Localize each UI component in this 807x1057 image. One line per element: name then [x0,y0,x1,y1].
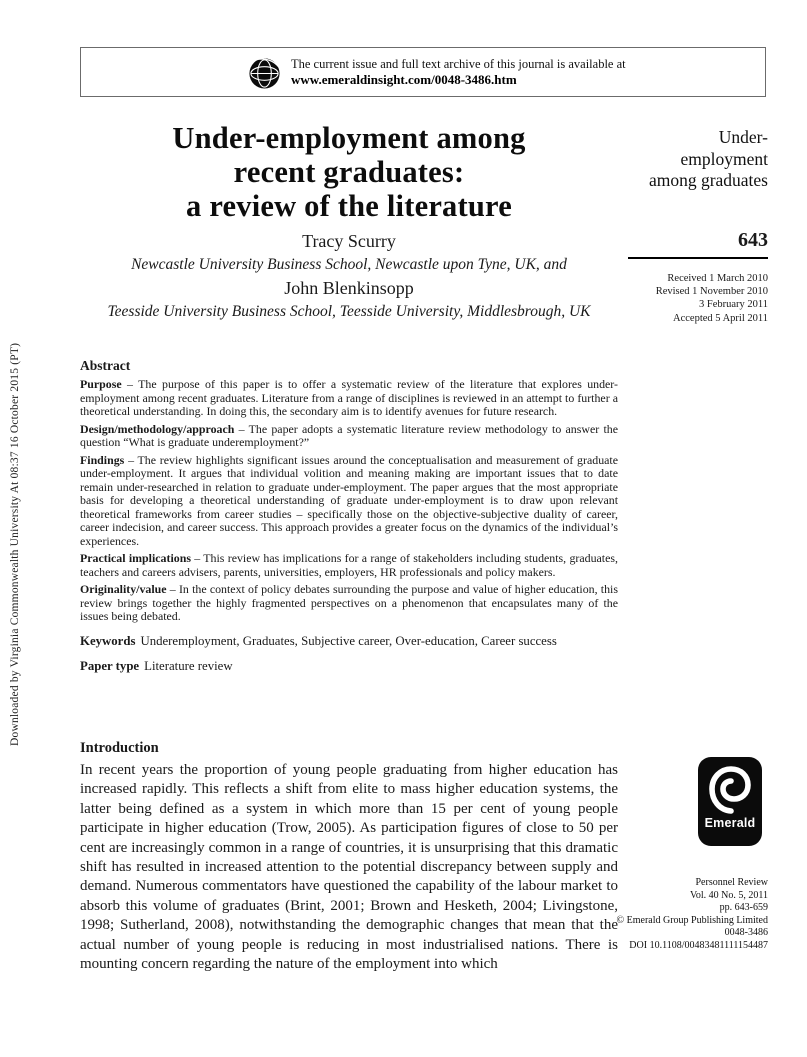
abstract-originality [80,583,618,624]
author-affiliation-1: Newcastle University Business School, Newcastle upon Tyne, UK, and [131,256,567,273]
article-title [80,121,618,223]
right-sidebar [628,127,768,325]
running-head-line-1: Under- [718,127,768,147]
paper-type-text: Literature review [144,658,233,673]
title-line-3: a review of the literature [186,189,512,223]
emerald-logo-text: Emerald [704,816,756,830]
introduction-heading: Introduction [80,740,159,756]
sidebar-divider [628,257,768,259]
paper-type-label: Paper type [80,658,140,673]
paper-type-line [80,659,618,674]
abstract-heading: Abstract [80,358,131,373]
citation-volume: Vol. 40 No. 5, 2011 [689,889,768,901]
abstract-practical [80,552,618,579]
download-watermark: Downloaded by Virginia Commonwealth University At 08:37 16 October 2015 (PT) [9,342,21,746]
running-head [628,127,768,192]
running-head-line-3: among graduates [648,170,768,190]
authors-block [80,229,618,323]
running-head-line-2: employment [680,148,768,169]
date-accepted: Accepted 5 April 2011 [673,312,768,324]
archive-notice-text [291,57,626,88]
title-line-2: recent graduates: [233,155,465,189]
keywords-text: Underemployment, Graduates, Subjective career, Over-education, Career success [140,633,557,648]
author-name-2: John Blenkinsopp [284,278,414,298]
keywords-label: Keywords [80,633,136,648]
citation-doi: DOI 10.1108/00483481111154487 [629,939,768,951]
abstract-section [80,358,618,674]
abstract-findings-text: – The review highlights significant issues around the conceptualisation and measurement of graduate under-employment. It argues that individual volition and meaning making are important issues that to date remain under-researched in relation to graduate under-employment. The paper argues that the most appropriate basis for developing a theoretical understanding of graduate under-employment is to draw upon relevant theoretical frameworks from career studies – specifically those on the objective-subjective duality of career, career indecision, and career success. This approach provides a greater focus on the dynamics of the individual’s experiences. [80,452,618,548]
abstract-purpose [80,378,618,419]
abstract-design [80,423,618,450]
archive-notice-content [247,55,626,90]
abstract-originality-text: – In the context of policy debates surrounding the purpose and value of higher education, this review brings together the highly fragmented perspectives on a phenomenon that encapsulates many of the issues being debated. [80,582,618,623]
abstract-findings [80,454,618,549]
date-received: Received 1 March 2010 [667,272,768,284]
received-dates [628,272,768,326]
archive-notice-line: The current issue and full text archive of this journal is available at [291,56,626,71]
abstract-purpose-label: Purpose [80,377,122,391]
abstract-originality-label: Originality/value [80,582,167,596]
citation-copyright: © Emerald Group Publishing Limited [616,914,768,926]
keywords-line [80,634,618,649]
abstract-design-text: – The paper adopts a systematic literature review methodology to answer the question “What is graduate underemployment?” [80,421,618,449]
citation-pages: pp. 643-659 [719,902,768,914]
abstract-design-label: Design/methodology/approach [80,421,235,436]
author-affiliation-2: Teesside University Business School, Teesside University, Middlesbrough, UK [107,303,591,320]
title-line-1: Under-employment among [172,121,526,155]
abstract-practical-text: – This review has implications for a range of stakeholders including students, graduates, teachers and careers advisers, parents, universities, employers, HR professionals and policy makers. [80,551,618,579]
introduction-paragraph: In recent years the proportion of young people graduating from higher education has increased rapidly. This reflects a shift from elite to mass higher education systems, the latter being defined as a system in which more than 15 per cent of young people participate in higher education (Trow, 2005). As participation figures of close to 50 per cent are increasingly common in a range of countries, it is unsurprising that this dramatic shift has resulted in increased attention to the potential discrepancy between supply and demand. Numerous commentators have questioned the capability of the labour market to absorb this volume of graduates (Brint, 2001; Brown and Hesketh, 2004; Livingstone, 1998; Sutherland, 2008), notwithstanding the demographic changes that mean that the actual number of young people is reducing in most industrialised nations. There is mounting concern regarding the nature of the employment into which [80,762,618,973]
emerald-spiral-icon [709,766,751,814]
author-name-1: Tracy Scurry [302,231,396,251]
globe-icon [247,55,282,90]
date-revised-1: Revised 1 November 2010 [655,285,768,297]
abstract-purpose-text: – The purpose of this paper is to offer a systematic review of the literature that explores under-employment among recent graduates. Literature from a range of disciplines is reviewed in an attempt to further a theoretical understanding. In doing this, the secondary aim is to identify avenues for future research. [80,377,618,418]
introduction-section [80,740,618,974]
date-revised-2: 3 February 2011 [698,299,768,311]
journal-archive-notice [80,47,766,97]
journal-archive-url[interactable]: www.emeraldinsight.com/0048-3486.htm [291,72,517,87]
abstract-practical-label: Practical implications [80,551,191,565]
journal-citation [588,877,768,953]
abstract-findings-label: Findings [80,452,125,467]
emerald-logo [698,757,762,846]
citation-issn: 0048-3486 [724,927,768,939]
page-number: 643 [738,228,768,251]
citation-journal: Personnel Review [695,877,768,888]
